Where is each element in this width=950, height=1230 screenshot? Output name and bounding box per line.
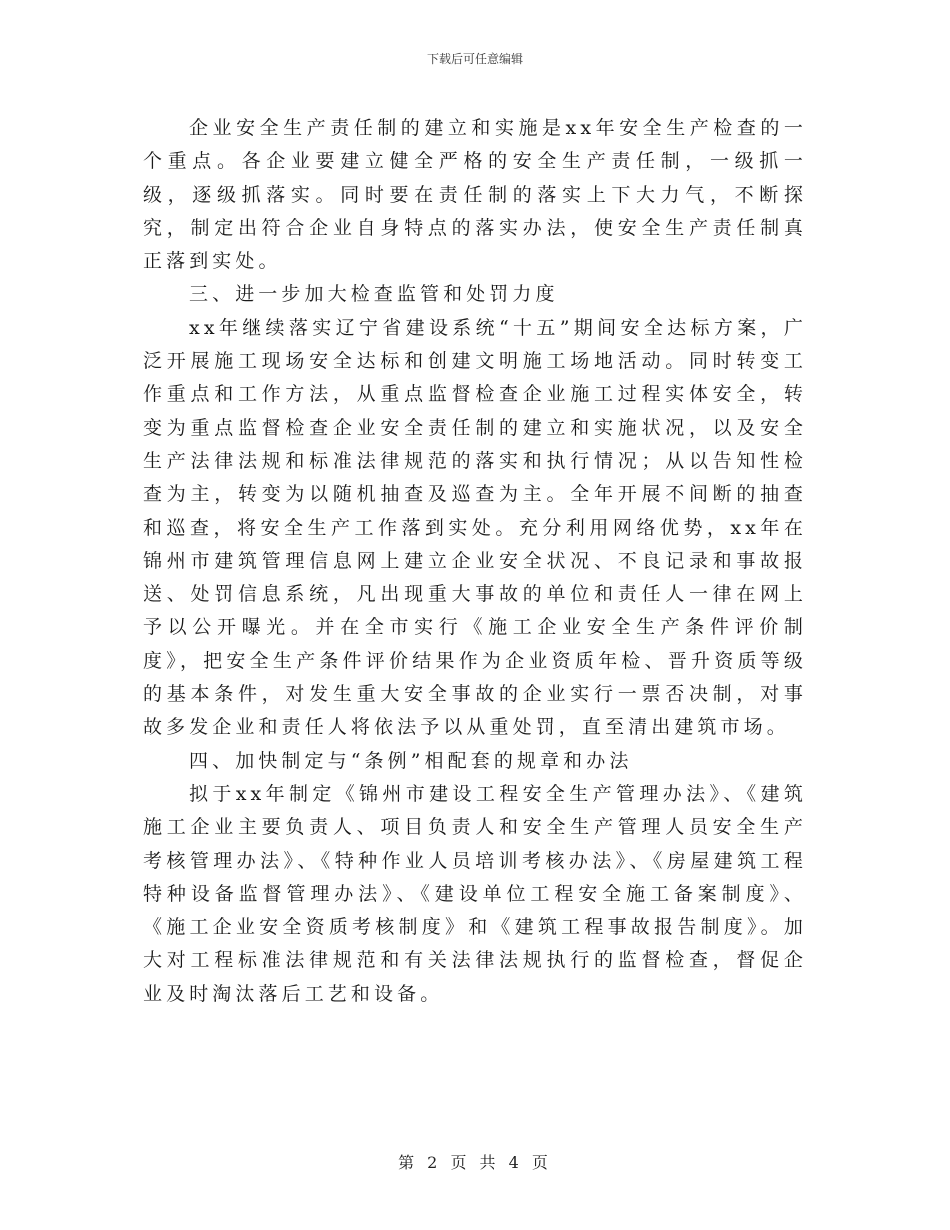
page-header: 下载后可任意编辑: [426, 52, 523, 66]
section-heading-3: 三、进一步加大检查监管和处罚力度: [189, 283, 559, 306]
paragraph-responsibility-system: 企业安全生产责任制的建立和实施是xx年安全生产检查的一个重点。各企业要建立健全严格的安全生产责任制，一级抓一级，逐级抓落实。同时要在责任制的落实上下大力气，不断探究，制定出符合企业自身特点的落实办法，使安全生产责任制真正落到实处。: [143, 117, 807, 273]
page-footer: 第 2 页 共 4 页: [398, 1153, 552, 1172]
paragraph-inspection-supervision: xx年继续落实辽宁省建设系统“十五”期间安全达标方案，广泛开展施工现场安全达标和创建文明施工场地活动。同时转变工作重点和工作方法，从重点监督检查企业施工过程实体安全，转变为重点监督检查企业安全责任制的建立和实施状况，以及安全生产法律法规和标准法律规范的落实和执行情况；从以告知性检查为主，转变为以随机抽查及巡查为主。全年开展不间断的抽查和巡查，将安全生产工作落到实处。充分利用网络优势，xx年在锦州市建筑管理信息网上建立企业安全状况、不良记录和事故报送、处罚信息系统，凡出现重大事故的单位和责任人一律在网上予以公开曝光。并在全市实行《施工企业安全生产条件评价制度》，把安全生产条件评价结果作为企业资质年检、晋升资质等级的基本条件，对发生重大安全事故的企业实行一票否决制，对事故多发企业和责任人将依法予以从重处罚，直至清出建筑市场。: [143, 316, 807, 739]
section-heading-4: 四、加快制定与“条例”相配套的规章和办法: [189, 749, 633, 772]
document-body: [143, 112, 807, 1011]
paragraph-regulations: 拟于xx年制定《锦州市建设工程安全生产管理办法》、《建筑施工企业主要负责人、项目负责人和安全生产管理人员安全生产考核管理办法》、《特种作业人员培训考核办法》、《房屋建筑工程特种设备监督管理办法》、《建设单位工程安全施工备案制度》、《施工企业安全资质考核制度》和《建筑工程事故报告制度》。加大对工程标准法律规范和有关法律法规执行的监督检查，督促企业及时淘汰落后工艺和设备。: [143, 782, 807, 1005]
